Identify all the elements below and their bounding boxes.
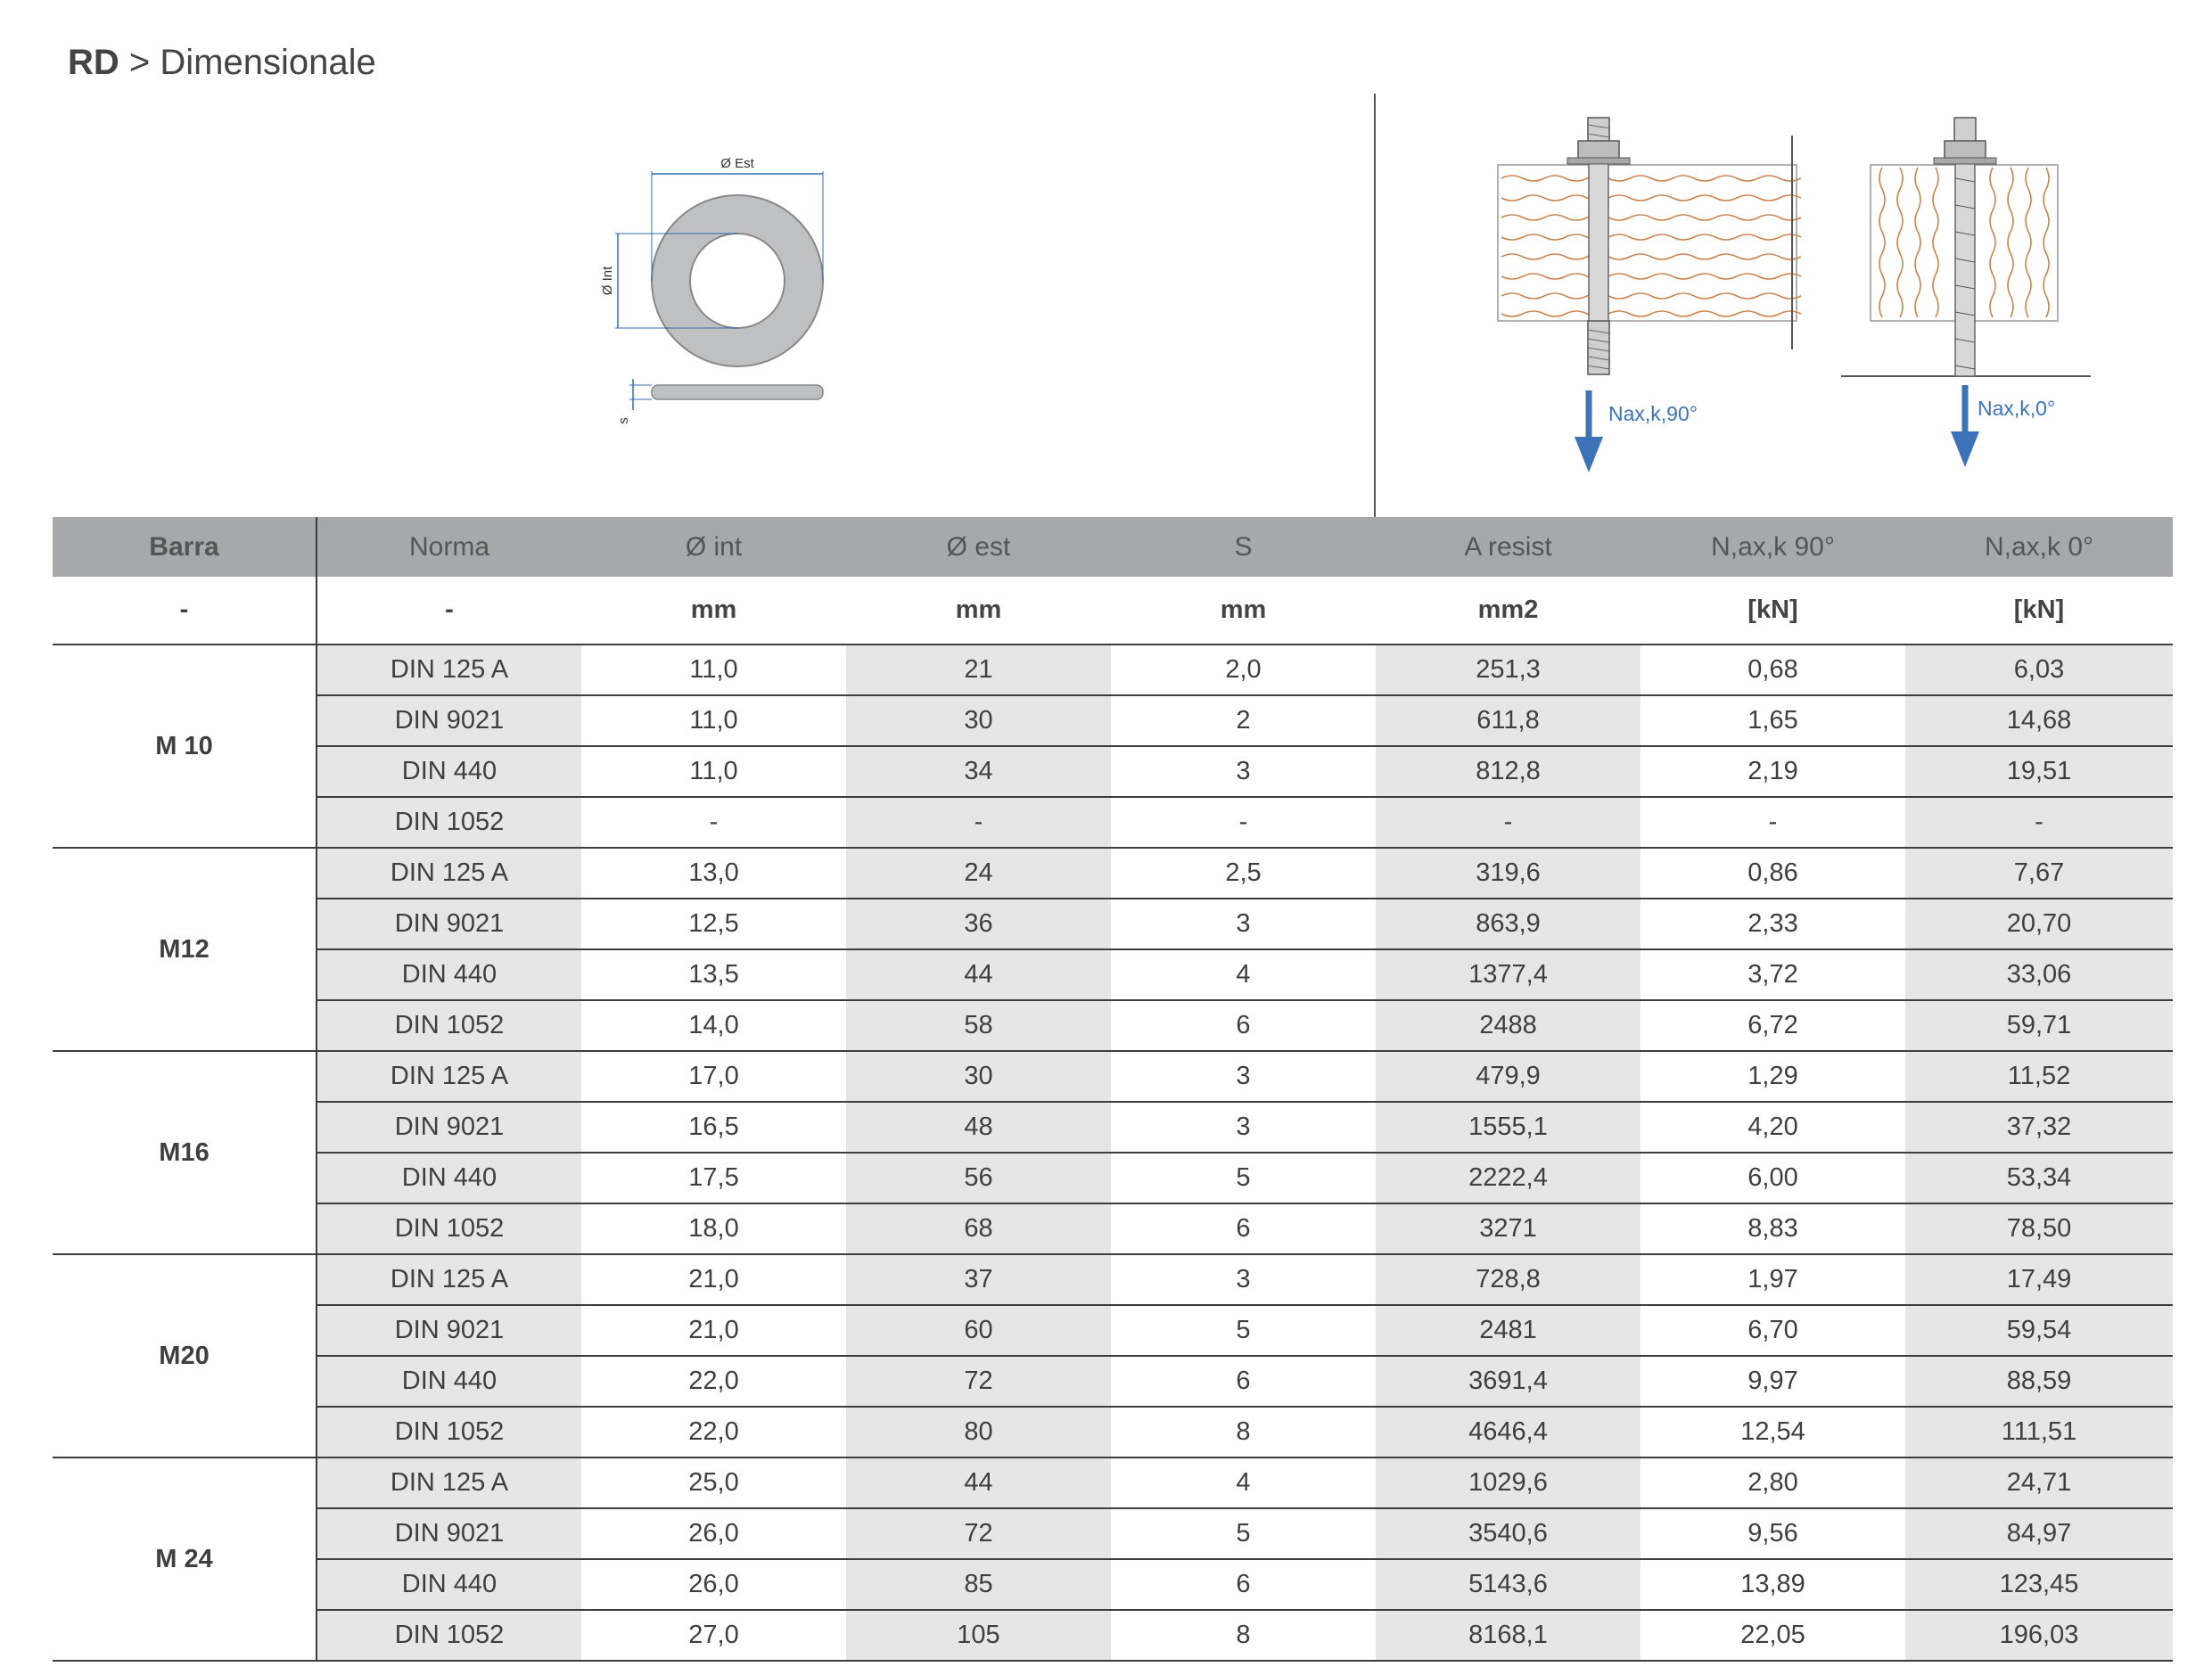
barra-cell: M12 bbox=[53, 848, 317, 1051]
data-cell: 37 bbox=[846, 1254, 1111, 1305]
data-cell: 0,68 bbox=[1640, 645, 1905, 695]
unit-cell: - bbox=[317, 577, 581, 645]
data-cell: - bbox=[581, 797, 846, 848]
table-row bbox=[53, 797, 2173, 848]
unit-cell: [kN] bbox=[1905, 577, 2173, 645]
data-cell: 78,50 bbox=[1905, 1203, 2173, 1254]
norma-cell: DIN 9021 bbox=[317, 1508, 581, 1559]
data-cell: 48 bbox=[846, 1102, 1111, 1153]
table-row bbox=[53, 1356, 2173, 1407]
dimensions-table bbox=[53, 517, 2173, 1662]
data-cell: 3,72 bbox=[1640, 949, 1905, 1000]
data-cell: 14,68 bbox=[1905, 695, 2173, 746]
norma-cell: DIN 440 bbox=[317, 1559, 581, 1610]
data-cell: 18,0 bbox=[581, 1203, 846, 1254]
norma-cell: DIN 125 A bbox=[317, 1051, 581, 1102]
data-cell: 2,19 bbox=[1640, 746, 1905, 797]
data-cell: 14,0 bbox=[581, 1000, 846, 1051]
data-cell: 12,54 bbox=[1640, 1407, 1905, 1457]
data-cell: 4 bbox=[1111, 1457, 1376, 1508]
data-cell: 16,5 bbox=[581, 1102, 846, 1153]
table-row bbox=[53, 1254, 2173, 1305]
data-cell: 30 bbox=[846, 695, 1111, 746]
data-cell: - bbox=[846, 797, 1111, 848]
unit-cell: mm bbox=[581, 577, 846, 645]
data-cell: 72 bbox=[846, 1356, 1111, 1407]
load-label-90: Nax,k,90° bbox=[1608, 402, 1698, 425]
unit-cell: [kN] bbox=[1640, 577, 1905, 645]
data-cell: 68 bbox=[846, 1203, 1111, 1254]
data-cell: 1555,1 bbox=[1376, 1102, 1640, 1153]
data-cell: 9,97 bbox=[1640, 1356, 1905, 1407]
data-cell: 22,0 bbox=[581, 1407, 846, 1457]
data-cell: 3271 bbox=[1376, 1203, 1640, 1254]
data-cell: 6,72 bbox=[1640, 1000, 1905, 1051]
data-cell: 1029,6 bbox=[1376, 1457, 1640, 1508]
data-cell: 1,29 bbox=[1640, 1051, 1905, 1102]
barra-cell: M16 bbox=[53, 1051, 317, 1254]
data-cell: 17,5 bbox=[581, 1153, 846, 1203]
data-cell: 3 bbox=[1111, 899, 1376, 949]
data-cell: 319,6 bbox=[1376, 848, 1640, 899]
table-row bbox=[53, 1203, 2173, 1254]
table-row bbox=[53, 1457, 2173, 1508]
data-cell: 33,06 bbox=[1905, 949, 2173, 1000]
data-cell: 5 bbox=[1111, 1153, 1376, 1203]
norma-cell: DIN 440 bbox=[317, 1153, 581, 1203]
data-cell: 11,0 bbox=[581, 695, 846, 746]
data-cell: 1377,4 bbox=[1376, 949, 1640, 1000]
data-cell: 6 bbox=[1111, 1559, 1376, 1610]
norma-cell: DIN 125 A bbox=[317, 848, 581, 899]
unit-cell: mm bbox=[846, 577, 1111, 645]
data-cell: 22,0 bbox=[581, 1356, 846, 1407]
barra-cell: M 10 bbox=[53, 645, 317, 848]
table-row bbox=[53, 1508, 2173, 1559]
data-cell: 479,9 bbox=[1376, 1051, 1640, 1102]
thickness-label: s bbox=[616, 417, 631, 424]
data-cell: 123,45 bbox=[1905, 1559, 2173, 1610]
header-a-resist: A resist bbox=[1376, 517, 1640, 577]
data-cell: 3 bbox=[1111, 1102, 1376, 1153]
outer-diameter-label: Ø Est bbox=[720, 156, 754, 171]
data-cell: 1,97 bbox=[1640, 1254, 1905, 1305]
data-cell: 611,8 bbox=[1376, 695, 1640, 746]
vertical-divider bbox=[1374, 94, 1376, 518]
norma-cell: DIN 1052 bbox=[317, 1407, 581, 1457]
table-row bbox=[53, 1610, 2173, 1661]
header-int: Ø int bbox=[581, 517, 846, 577]
data-cell: 2481 bbox=[1376, 1305, 1640, 1356]
norma-cell: DIN 1052 bbox=[317, 1610, 581, 1661]
data-cell: 111,51 bbox=[1905, 1407, 2173, 1457]
data-cell: 13,89 bbox=[1640, 1559, 1905, 1610]
data-cell: 6 bbox=[1111, 1000, 1376, 1051]
section-title: Dimensionale bbox=[160, 43, 376, 82]
data-cell: 196,03 bbox=[1905, 1610, 2173, 1661]
table-row bbox=[53, 645, 2173, 695]
washer-hole bbox=[690, 234, 785, 328]
norma-cell: DIN 1052 bbox=[317, 797, 581, 848]
table-body bbox=[53, 645, 2173, 1661]
norma-cell: DIN 125 A bbox=[317, 645, 581, 695]
data-cell: 22,05 bbox=[1640, 1610, 1905, 1661]
table-header-row bbox=[53, 517, 2173, 577]
norma-cell: DIN 9021 bbox=[317, 1305, 581, 1356]
data-cell: 25,0 bbox=[581, 1457, 846, 1508]
table-row bbox=[53, 746, 2173, 797]
data-cell: 53,34 bbox=[1905, 1153, 2173, 1203]
data-cell: 4646,4 bbox=[1376, 1407, 1640, 1457]
product-code: RD bbox=[68, 43, 119, 82]
barra-cell: M20 bbox=[53, 1254, 317, 1457]
data-cell: 1,65 bbox=[1640, 695, 1905, 746]
data-cell: 24 bbox=[846, 848, 1111, 899]
data-cell: 8168,1 bbox=[1376, 1610, 1640, 1661]
data-cell: 44 bbox=[846, 949, 1111, 1000]
table-row bbox=[53, 1051, 2173, 1102]
inner-diameter-label: Ø Int bbox=[600, 266, 615, 296]
data-cell: 27,0 bbox=[581, 1610, 846, 1661]
data-cell: 5143,6 bbox=[1376, 1559, 1640, 1610]
data-cell: 6,00 bbox=[1640, 1153, 1905, 1203]
data-cell: 0,86 bbox=[1640, 848, 1905, 899]
data-cell: 2,80 bbox=[1640, 1457, 1905, 1508]
data-cell: 6,70 bbox=[1640, 1305, 1905, 1356]
data-cell: 2222,4 bbox=[1376, 1153, 1640, 1203]
barra-cell: M 24 bbox=[53, 1457, 317, 1661]
table-row bbox=[53, 949, 2173, 1000]
data-cell: 9,56 bbox=[1640, 1508, 1905, 1559]
data-cell: 2488 bbox=[1376, 1000, 1640, 1051]
unit-cell: mm2 bbox=[1376, 577, 1640, 645]
data-cell: 60 bbox=[846, 1305, 1111, 1356]
data-cell: 6,03 bbox=[1905, 645, 2173, 695]
header-nax-90: N,ax,k 90° bbox=[1640, 517, 1905, 577]
data-cell: 11,0 bbox=[581, 746, 846, 797]
data-cell: 20,70 bbox=[1905, 899, 2173, 949]
data-cell: 17,49 bbox=[1905, 1254, 2173, 1305]
data-cell: 2,0 bbox=[1111, 645, 1376, 695]
data-cell: 58 bbox=[846, 1000, 1111, 1051]
unit-cell: - bbox=[53, 577, 317, 645]
washer-profile bbox=[652, 385, 823, 399]
norma-cell: DIN 1052 bbox=[317, 1203, 581, 1254]
data-cell: 7,67 bbox=[1905, 848, 2173, 899]
data-cell: 30 bbox=[846, 1051, 1111, 1102]
load-diagram-0 bbox=[1832, 107, 2100, 481]
table-row bbox=[53, 848, 2173, 899]
data-cell: - bbox=[1905, 797, 2173, 848]
data-cell: 6 bbox=[1111, 1203, 1376, 1254]
table-row bbox=[53, 1153, 2173, 1203]
table-row bbox=[53, 1305, 2173, 1356]
data-cell: 21,0 bbox=[581, 1305, 846, 1356]
data-cell: 2 bbox=[1111, 695, 1376, 746]
data-cell: 72 bbox=[846, 1508, 1111, 1559]
data-cell: 5 bbox=[1111, 1305, 1376, 1356]
data-cell: - bbox=[1111, 797, 1376, 848]
data-cell: 88,59 bbox=[1905, 1356, 2173, 1407]
data-cell: 11,0 bbox=[581, 645, 846, 695]
data-cell: - bbox=[1376, 797, 1640, 848]
data-cell: 13,5 bbox=[581, 949, 846, 1000]
data-cell: 4 bbox=[1111, 949, 1376, 1000]
data-cell: 37,32 bbox=[1905, 1102, 2173, 1153]
page-title bbox=[68, 43, 376, 83]
data-cell: 2,5 bbox=[1111, 848, 1376, 899]
data-cell: 19,51 bbox=[1905, 746, 2173, 797]
data-cell: 17,0 bbox=[581, 1051, 846, 1102]
data-cell: 3 bbox=[1111, 1051, 1376, 1102]
table-row bbox=[53, 695, 2173, 746]
table-row bbox=[53, 1000, 2173, 1051]
data-cell: 8 bbox=[1111, 1407, 1376, 1457]
data-cell: 728,8 bbox=[1376, 1254, 1640, 1305]
data-cell: 21 bbox=[846, 645, 1111, 695]
table-units-row bbox=[53, 577, 2173, 645]
norma-cell: DIN 1052 bbox=[317, 1000, 581, 1051]
norma-cell: DIN 125 A bbox=[317, 1254, 581, 1305]
norma-cell: DIN 440 bbox=[317, 1356, 581, 1407]
data-cell: 85 bbox=[846, 1559, 1111, 1610]
data-cell: 2,33 bbox=[1640, 899, 1905, 949]
data-cell: 3 bbox=[1111, 1254, 1376, 1305]
table-row bbox=[53, 1407, 2173, 1457]
data-cell: 56 bbox=[846, 1153, 1111, 1203]
header-s: S bbox=[1111, 517, 1376, 577]
data-cell: 251,3 bbox=[1376, 645, 1640, 695]
data-cell: 26,0 bbox=[581, 1559, 846, 1610]
header-norma: Norma bbox=[317, 517, 581, 577]
load-label-0: Nax,k,0° bbox=[1978, 397, 2056, 420]
data-cell: - bbox=[1640, 797, 1905, 848]
data-cell: 5 bbox=[1111, 1508, 1376, 1559]
data-cell: 6 bbox=[1111, 1356, 1376, 1407]
data-cell: 812,8 bbox=[1376, 746, 1640, 797]
data-cell: 8,83 bbox=[1640, 1203, 1905, 1254]
data-cell: 8 bbox=[1111, 1610, 1376, 1661]
data-cell: 3 bbox=[1111, 746, 1376, 797]
data-cell: 84,97 bbox=[1905, 1508, 2173, 1559]
data-cell: 3691,4 bbox=[1376, 1356, 1640, 1407]
table-row bbox=[53, 899, 2173, 949]
data-cell: 59,54 bbox=[1905, 1305, 2173, 1356]
header-barra: Barra bbox=[53, 517, 317, 577]
data-cell: 34 bbox=[846, 746, 1111, 797]
table-row bbox=[53, 1102, 2173, 1153]
data-cell: 80 bbox=[846, 1407, 1111, 1457]
header-nax-0: N,ax,k 0° bbox=[1905, 517, 2173, 577]
norma-cell: DIN 440 bbox=[317, 949, 581, 1000]
norma-cell: DIN 125 A bbox=[317, 1457, 581, 1508]
data-cell: 105 bbox=[846, 1610, 1111, 1661]
data-cell: 4,20 bbox=[1640, 1102, 1905, 1153]
data-cell: 59,71 bbox=[1905, 1000, 2173, 1051]
norma-cell: DIN 9021 bbox=[317, 695, 581, 746]
breadcrumb-separator: > bbox=[128, 43, 151, 82]
table-row bbox=[53, 1559, 2173, 1610]
data-cell: 13,0 bbox=[581, 848, 846, 899]
data-cell: 24,71 bbox=[1905, 1457, 2173, 1508]
header-est: Ø est bbox=[846, 517, 1111, 577]
data-cell: 863,9 bbox=[1376, 899, 1640, 949]
washer-diagram bbox=[588, 143, 856, 446]
unit-cell: mm bbox=[1111, 577, 1376, 645]
norma-cell: DIN 440 bbox=[317, 746, 581, 797]
load-diagram-90 bbox=[1489, 107, 1810, 481]
data-cell: 11,52 bbox=[1905, 1051, 2173, 1102]
norma-cell: DIN 9021 bbox=[317, 899, 581, 949]
data-cell: 12,5 bbox=[581, 899, 846, 949]
data-cell: 26,0 bbox=[581, 1508, 846, 1559]
data-cell: 44 bbox=[846, 1457, 1111, 1508]
data-cell: 36 bbox=[846, 899, 1111, 949]
data-cell: 21,0 bbox=[581, 1254, 846, 1305]
norma-cell: DIN 9021 bbox=[317, 1102, 581, 1153]
data-cell: 3540,6 bbox=[1376, 1508, 1640, 1559]
